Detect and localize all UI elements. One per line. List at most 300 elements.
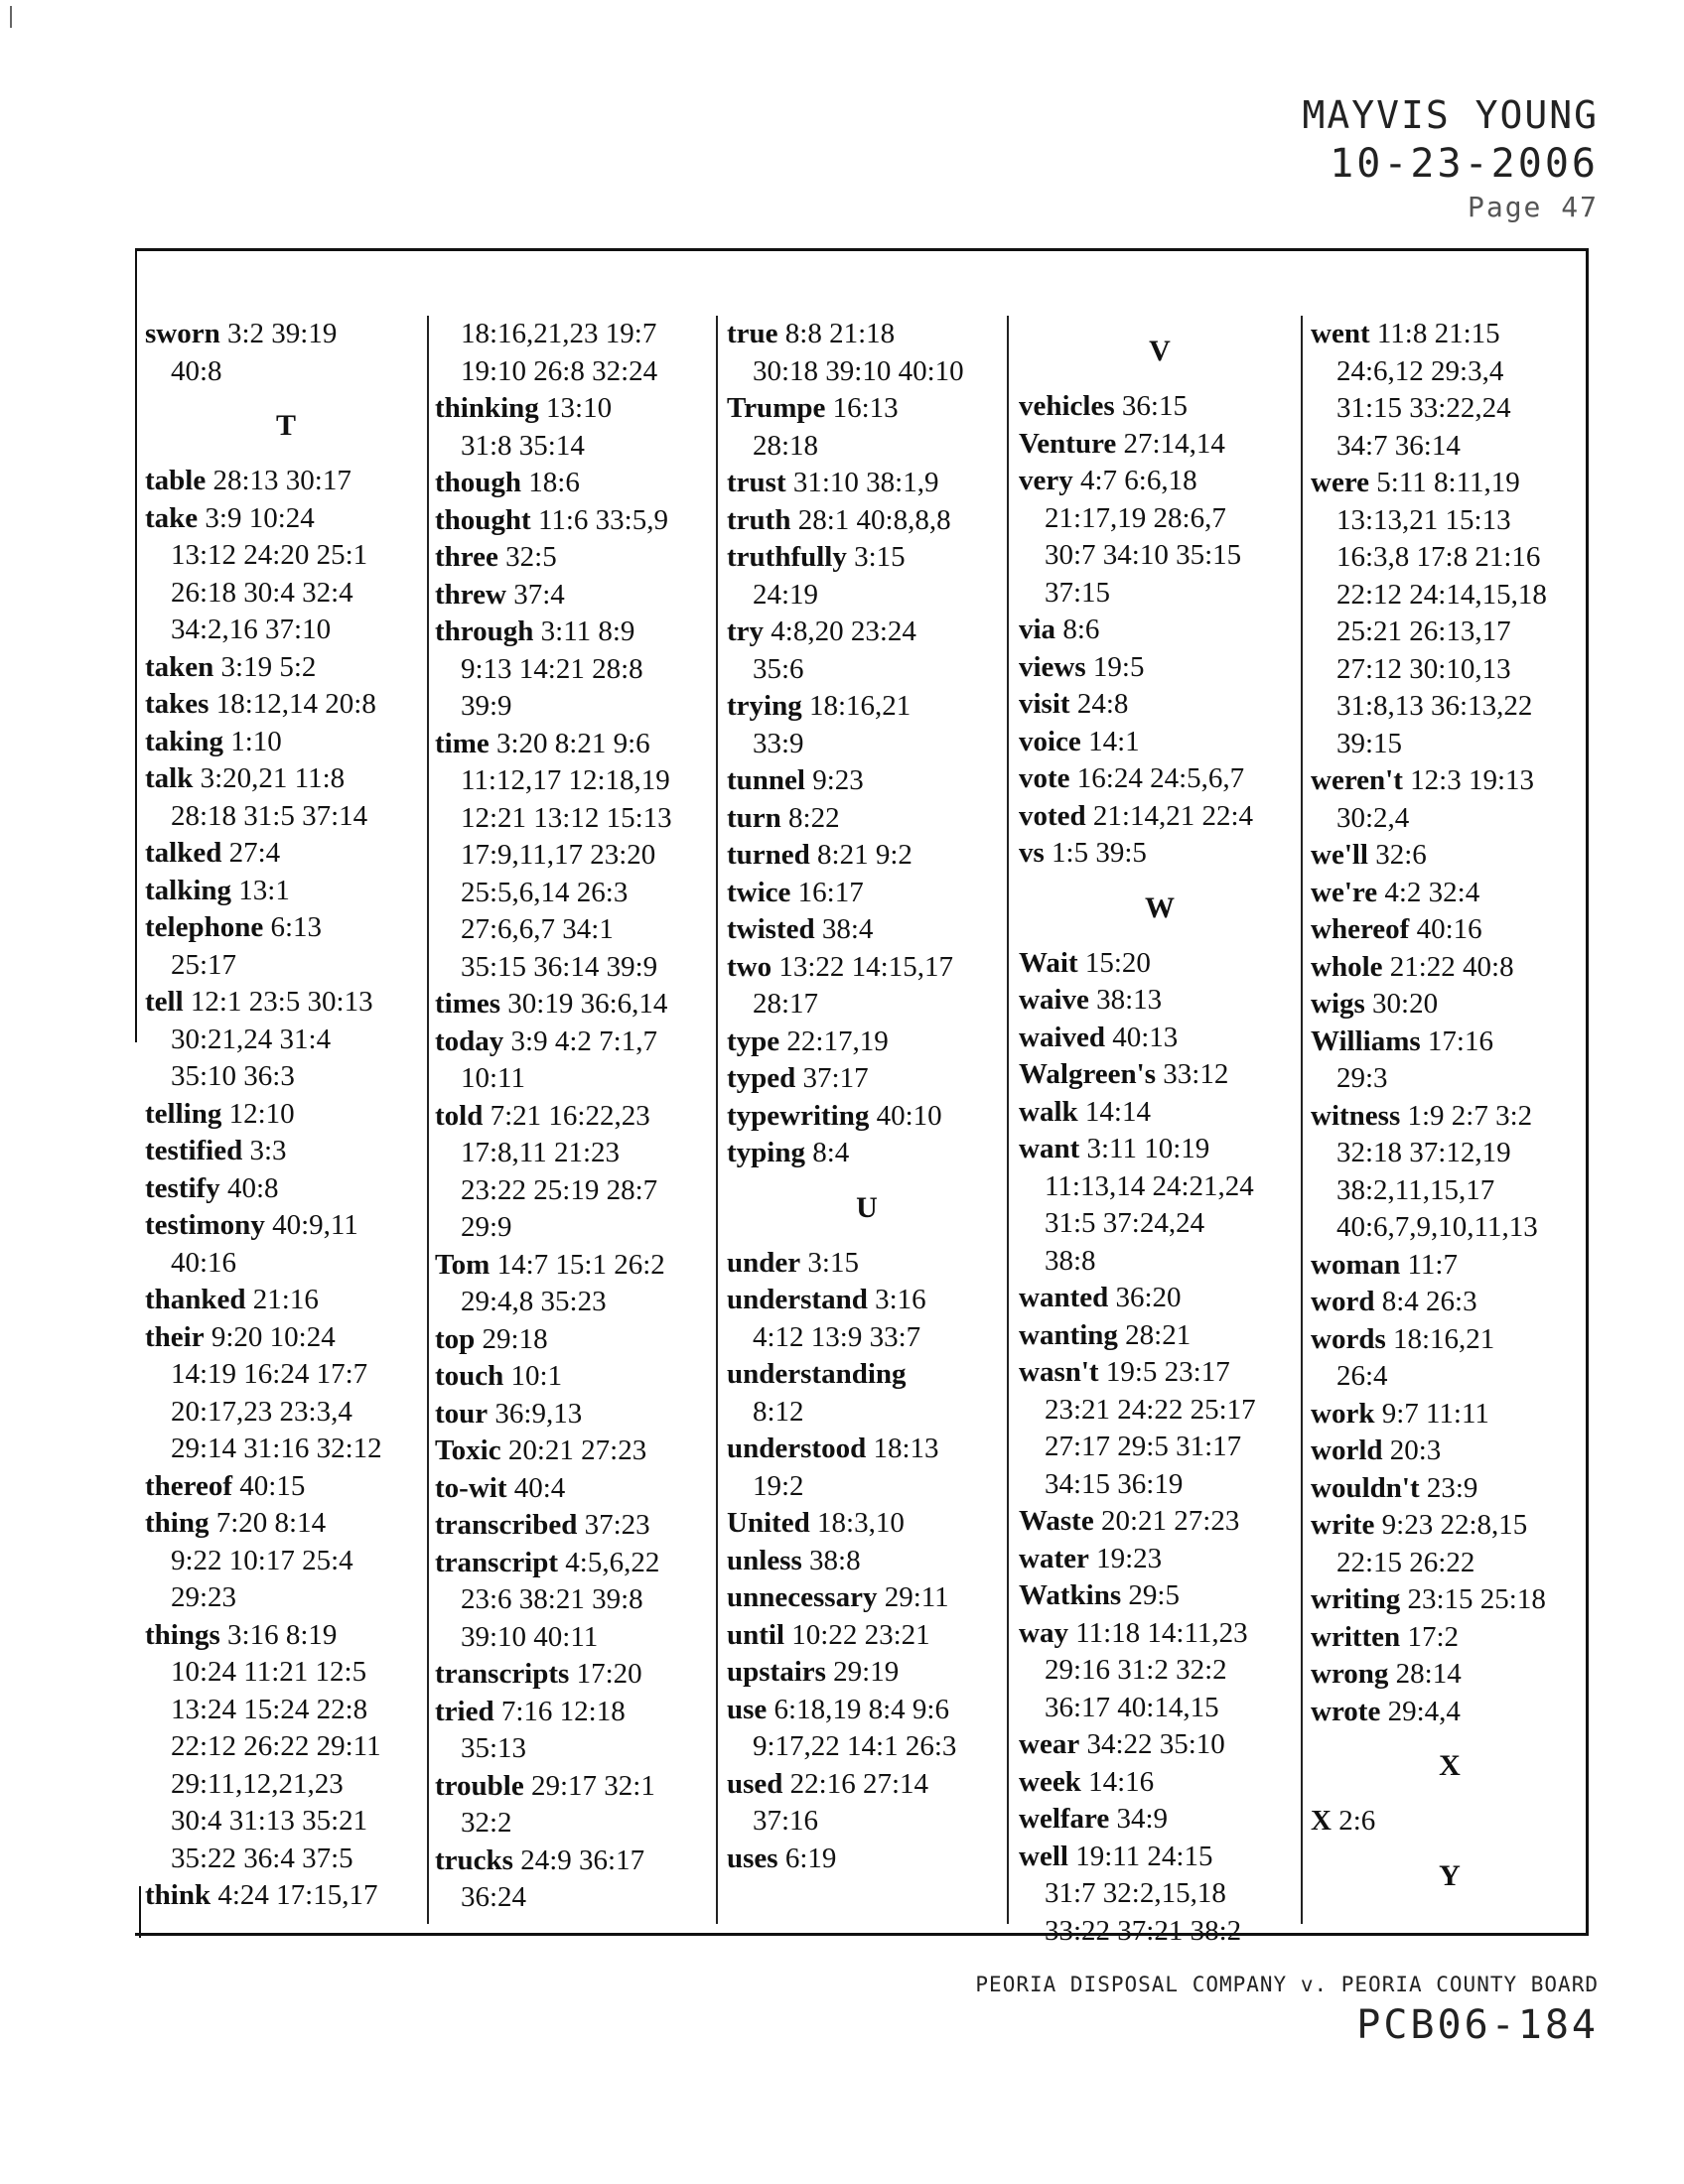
index-term: upstairs (727, 1656, 826, 1688)
index-term: whole (1311, 950, 1383, 983)
index-term: twisted (727, 913, 815, 945)
index-entry (145, 835, 427, 873)
index-term: though (435, 467, 522, 498)
index-line (145, 1803, 427, 1841)
index-entry (727, 1617, 1007, 1655)
index-term: word (1311, 1286, 1375, 1317)
index-entry (145, 760, 427, 835)
index-line (435, 1694, 716, 1731)
page-line-refs: 8:4 26:3 (1381, 1286, 1477, 1317)
index-entry (1311, 911, 1589, 949)
index-line (435, 1768, 716, 1806)
index-entry (145, 1133, 427, 1170)
index-term: telephone (145, 911, 264, 943)
index-term: tell (145, 986, 184, 1018)
index-entry (1019, 1020, 1301, 1057)
index-term: wanting (1019, 1318, 1118, 1351)
index-line (727, 1431, 1007, 1468)
index-entry (1019, 463, 1301, 612)
index-term: thanked (145, 1284, 246, 1315)
index-line (145, 1543, 427, 1580)
index-entry (435, 1507, 716, 1545)
index-entry (727, 1356, 1007, 1431)
index-line (145, 1133, 427, 1170)
index-entry (1311, 1396, 1589, 1433)
index-line (1311, 1396, 1589, 1433)
index-line (1019, 982, 1301, 1020)
page-line-refs: 29:3 (1336, 1062, 1388, 1094)
page-line-refs: 24:8 (1076, 688, 1129, 720)
index-term: thought (435, 503, 531, 536)
index-entry (1019, 1354, 1301, 1503)
page-line-refs: 35:22 36:4 37:5 (171, 1842, 353, 1874)
index-term: X (1311, 1805, 1332, 1837)
page-line-refs: 39:9 (461, 690, 512, 722)
index-line (1311, 1433, 1589, 1470)
page-line-refs: 29:11,12,21,23 (171, 1767, 344, 1800)
page-line-refs: 32:18 37:12,19 (1336, 1137, 1511, 1168)
page-line-refs: 22:15 26:22 (1336, 1546, 1475, 1578)
page-line-refs: 3:3 (249, 1135, 287, 1166)
index-line (727, 1841, 1007, 1878)
page-line-refs: 12:1 23:5 30:13 (190, 986, 373, 1018)
index-term: think (145, 1879, 211, 1911)
index-line (435, 428, 716, 466)
page-line-refs: 29:9 (461, 1211, 512, 1243)
index-line (727, 1024, 1007, 1061)
index-line (145, 1282, 427, 1319)
index-line (1019, 1205, 1301, 1243)
index-term: trucks (435, 1843, 513, 1876)
page-line-refs: 38:8 (809, 1544, 861, 1576)
index-term: world (1311, 1434, 1383, 1466)
index-entry (435, 465, 716, 502)
index-entry (435, 316, 716, 390)
page-line-refs: 12:10 (228, 1097, 295, 1130)
page-line-refs: 3:11 10:19 (1086, 1133, 1210, 1164)
index-line (1311, 614, 1589, 651)
index-line (145, 612, 427, 649)
page-line-refs: 22:12 26:22 29:11 (171, 1730, 381, 1762)
index-line (727, 726, 1007, 763)
page-line-refs: 12:21 13:12 15:13 (461, 801, 672, 834)
page-line-refs: 31:15 33:22,24 (1336, 392, 1511, 424)
page-line-refs: 38:4 (821, 913, 874, 945)
index-column-5 (1305, 316, 1589, 1924)
index-term: wanted (1019, 1282, 1109, 1313)
index-entry (1311, 465, 1589, 762)
index-term: visit (1019, 688, 1070, 720)
section-letter: X (1439, 1749, 1461, 1782)
index-line (145, 873, 427, 910)
index-term: top (435, 1322, 476, 1355)
index-entry (145, 316, 427, 390)
index-entry (727, 837, 1007, 875)
index-entry (1019, 1094, 1301, 1132)
page-line-refs: 25:21 26:13,17 (1336, 615, 1511, 647)
page-line-refs: 40:8 (226, 1171, 279, 1204)
page-line-refs: 14:7 15:1 26:2 (496, 1248, 665, 1281)
index-entry (145, 1319, 427, 1468)
page-line-refs: 31:8 35:14 (461, 429, 585, 462)
index-line (435, 800, 716, 838)
index-term: Venture (1019, 427, 1117, 460)
page-line-refs: 31:8,13 36:13,22 (1336, 690, 1533, 722)
index-line (727, 539, 1007, 577)
index-column-3 (725, 316, 1009, 1924)
index-term: taken (145, 650, 214, 683)
page-footer (975, 1968, 1599, 2049)
page-line-refs: 9:17,22 14:1 26:3 (753, 1730, 957, 1762)
page-line-refs: 11:8 21:15 (1376, 318, 1500, 349)
index-line (1019, 1541, 1301, 1578)
index-term: Trumpe (727, 392, 826, 424)
index-line (435, 1284, 716, 1321)
page-line-refs: 19:23 (1096, 1542, 1163, 1574)
index-term: were (1311, 467, 1370, 498)
index-term: three (435, 541, 498, 573)
index-entry (1019, 1541, 1301, 1578)
page-line-refs: 16:3,8 17:8 21:16 (1336, 541, 1541, 573)
index-entry (1019, 982, 1301, 1020)
index-line (145, 947, 427, 985)
page-line-refs: 36:15 (1121, 390, 1188, 422)
page-line-refs: 40:13 (1112, 1021, 1179, 1053)
page-line-refs: 3:16 (875, 1284, 926, 1315)
index-entry (727, 911, 1007, 949)
index-term: Waste (1019, 1505, 1094, 1537)
page-line-refs: 32:6 (1375, 839, 1427, 871)
section-letter: Y (1439, 1858, 1461, 1892)
index-line (435, 465, 716, 502)
index-term: understand (727, 1284, 868, 1315)
index-entry (727, 1245, 1007, 1283)
page-line-refs: 9:7 11:11 (1381, 1397, 1489, 1430)
page-line-refs: 18:6 (528, 467, 580, 498)
page-line-refs: 37:23 (584, 1509, 650, 1541)
index-term: talk (145, 762, 194, 794)
index-line (145, 1431, 427, 1468)
index-line (145, 1170, 427, 1208)
index-line (1019, 1131, 1301, 1168)
page-line-refs: 40:9,11 (272, 1209, 358, 1241)
index-line (1311, 1209, 1589, 1247)
page-line-refs: 8:8 21:18 (784, 318, 896, 349)
index-line (1311, 837, 1589, 875)
index-line (1019, 798, 1301, 836)
page-line-refs: 19:11 24:15 (1075, 1840, 1213, 1872)
index-line (1019, 1429, 1301, 1466)
page-line-refs: 3:15 (807, 1246, 859, 1279)
page-line-refs: 7:16 12:18 (500, 1695, 626, 1727)
index-line (727, 465, 1007, 502)
index-line (145, 537, 427, 575)
page-line-refs: 3:2 39:19 (226, 318, 338, 349)
index-entry (1311, 1433, 1589, 1470)
page-line-refs: 19:5 (1092, 650, 1145, 683)
index-line (435, 651, 716, 689)
index-entry (1311, 1803, 1589, 1841)
page-line-refs: 13:22 14:15,17 (778, 950, 953, 983)
page-line-refs: 31:7 32:2,15,18 (1045, 1877, 1226, 1909)
index-term: weren't (1311, 764, 1403, 796)
index-line (435, 1209, 716, 1247)
index-line (435, 949, 716, 987)
index-term: trouble (435, 1769, 524, 1802)
index-entry (435, 539, 716, 577)
index-entry (435, 1098, 716, 1247)
index-term: Tom (435, 1248, 491, 1281)
index-term: talking (145, 874, 232, 906)
index-term: truth (727, 503, 791, 536)
index-line (1311, 1247, 1589, 1285)
index-line (145, 1692, 427, 1729)
index-line (1311, 1803, 1589, 1841)
page-line-refs: 19:10 26:8 32:24 (461, 354, 658, 387)
page-line-refs: 28:13 30:17 (212, 465, 351, 496)
page-line-refs: 29:19 (833, 1656, 900, 1688)
index-entry (727, 1579, 1007, 1617)
index-line (1311, 688, 1589, 726)
index-line (1311, 986, 1589, 1024)
index-term: things (145, 1618, 220, 1651)
index-entry (435, 1694, 716, 1768)
index-line (435, 1581, 716, 1619)
index-line (727, 1356, 1007, 1394)
page-line-refs: 28:21 (1125, 1318, 1192, 1351)
page-line-refs: 19:2 (753, 1469, 804, 1502)
index-line (1311, 1024, 1589, 1061)
index-line (145, 1617, 427, 1655)
index-term: went (1311, 318, 1370, 349)
index-term: talked (145, 837, 222, 869)
index-entry (1311, 1581, 1589, 1619)
index-line (727, 1135, 1007, 1172)
frame-left-rule (135, 248, 137, 1042)
index-line (1311, 1358, 1589, 1396)
index-term: today (435, 1024, 504, 1057)
index-line (727, 1579, 1007, 1617)
index-line (1019, 1354, 1301, 1392)
index-entry (727, 614, 1007, 688)
page-line-refs: 38:8 (1045, 1244, 1096, 1277)
index-line (1311, 1060, 1589, 1098)
index-line (1311, 1545, 1589, 1582)
deposition-date: 10-23-2006 (1330, 141, 1599, 187)
page-line-refs: 17:8,11 21:23 (461, 1137, 621, 1168)
index-term: use (727, 1693, 768, 1725)
index-entry (1019, 649, 1301, 687)
page-line-refs: 34:22 35:10 (1086, 1728, 1225, 1760)
page-line-refs: 1:10 (230, 725, 282, 757)
index-entry (1311, 837, 1589, 875)
page-line-refs: 29:23 (171, 1581, 237, 1613)
index-line (145, 353, 427, 391)
index-term: vehicles (1019, 390, 1115, 422)
page-line-refs: 38:13 (1096, 984, 1163, 1016)
index-line (1019, 1243, 1301, 1281)
index-entry (435, 1656, 716, 1694)
index-line (1311, 911, 1589, 949)
index-term: typing (727, 1137, 805, 1168)
index-line (727, 1505, 1007, 1543)
page-line-refs: 9:20 10:24 (210, 1320, 336, 1353)
index-line (145, 1579, 427, 1617)
index-entry (435, 1358, 716, 1396)
index-line (1019, 575, 1301, 613)
index-line (1311, 316, 1589, 353)
page-line-refs: 34:9 (1116, 1803, 1169, 1835)
index-line (145, 463, 427, 500)
page-line-refs: 27:17 29:5 31:17 (1045, 1431, 1242, 1462)
index-entry (1019, 1503, 1301, 1541)
index-line (727, 1803, 1007, 1841)
page-line-refs: 23:21 24:22 25:17 (1045, 1393, 1256, 1426)
page-line-refs: 4:12 13:9 33:7 (753, 1320, 921, 1353)
index-line (435, 1470, 716, 1508)
index-entry (1019, 426, 1301, 464)
index-line (435, 1730, 716, 1768)
index-line (435, 353, 716, 391)
index-column-1 (145, 316, 429, 1924)
index-term: witness (1311, 1099, 1401, 1132)
index-entry (1019, 1801, 1301, 1839)
page-line-refs: 37:16 (753, 1805, 819, 1837)
index-line (727, 837, 1007, 875)
page-line-refs: 25:5,6,14 26:3 (461, 876, 629, 908)
index-term: typewriting (727, 1099, 870, 1132)
index-line (1019, 760, 1301, 798)
index-entry (145, 1617, 427, 1878)
page-line-refs: 17:20 (576, 1658, 642, 1690)
page-line-refs: 10:22 23:21 (791, 1618, 930, 1651)
page-line-refs: 29:4,8 35:23 (461, 1286, 607, 1317)
index-term: write (1311, 1509, 1375, 1541)
index-term: waive (1019, 984, 1089, 1016)
index-entry (1019, 1839, 1301, 1951)
page-line-refs: 30:4 31:13 35:21 (171, 1805, 368, 1837)
index-line (1311, 1694, 1589, 1731)
index-term: Walgreen's (1019, 1058, 1157, 1090)
page-header (1302, 91, 1599, 226)
index-line (145, 1245, 427, 1283)
page-line-refs: 17:9,11,17 23:20 (461, 839, 656, 871)
page-line-refs: 35:15 36:14 39:9 (461, 950, 658, 983)
index-entry (727, 539, 1007, 614)
index-entry (727, 390, 1007, 465)
page-line-refs: 30:19 36:6,14 (507, 988, 668, 1020)
index-entry (1019, 724, 1301, 761)
index-term: transcripts (435, 1658, 570, 1690)
page-line-refs: 27:4 (228, 837, 281, 869)
index-line (435, 837, 716, 875)
index-line (1019, 1020, 1301, 1057)
page-line-refs: 22:17,19 (786, 1024, 889, 1057)
index-term: vote (1019, 762, 1070, 794)
index-term: twice (727, 876, 791, 908)
index-line (1311, 800, 1589, 838)
index-term: very (1019, 465, 1073, 496)
index-line (1019, 1875, 1301, 1913)
index-entry (727, 875, 1007, 912)
index-entry (727, 316, 1007, 390)
page-line-refs: 28:14 (1395, 1658, 1462, 1690)
index-line (1019, 686, 1301, 724)
index-line (1019, 1317, 1301, 1355)
index-entry (727, 1654, 1007, 1692)
page-line-refs: 6:19 (784, 1842, 837, 1874)
page-line-refs: 31:10 38:1,9 (792, 467, 939, 498)
index-line (435, 1135, 716, 1172)
page-line-refs: 36:20 (1115, 1282, 1182, 1313)
index-line (1311, 651, 1589, 689)
index-entry (435, 1470, 716, 1508)
index-entry (727, 502, 1007, 540)
page-line-refs: 21:17,19 28:6,7 (1045, 501, 1226, 534)
index-term: Toxic (435, 1434, 501, 1466)
index-line (435, 539, 716, 577)
page-line-refs: 30:18 39:10 40:10 (753, 354, 964, 387)
index-term: uses (727, 1842, 778, 1874)
page-line-refs: 5:11 8:11,19 (1376, 467, 1520, 498)
index-line (727, 614, 1007, 651)
page-line-refs: 39:15 (1336, 727, 1403, 759)
index-line (1311, 577, 1589, 614)
page-line-refs: 10:11 (461, 1062, 525, 1094)
index-entry (1019, 1056, 1301, 1094)
index-entry (435, 614, 716, 726)
page-line-refs: 36:24 (461, 1881, 527, 1913)
page-line-refs: 2:6 (1338, 1805, 1376, 1837)
page-line-refs: 40:4 (513, 1471, 566, 1504)
page-line-refs: 19:5 23:17 (1105, 1356, 1230, 1388)
index-line (145, 835, 427, 873)
page-line-refs: 33:12 (1163, 1058, 1229, 1090)
page-line-refs: 3:9 4:2 7:1,7 (510, 1024, 657, 1057)
index-entry (145, 984, 427, 1096)
page-line-refs: 9:23 22:8,15 (1381, 1509, 1528, 1541)
index-line (145, 1319, 427, 1357)
index-line (1311, 726, 1589, 763)
page-line-refs: 23:6 38:21 39:8 (461, 1583, 643, 1615)
index-term: want (1019, 1133, 1080, 1164)
index-line (435, 614, 716, 651)
index-term: via (1019, 614, 1056, 645)
page-line-refs: 23:9 (1426, 1471, 1478, 1504)
index-line (145, 984, 427, 1022)
page-line-refs: 29:4,4 (1387, 1695, 1461, 1727)
index-term: water (1019, 1542, 1089, 1574)
index-line (1311, 1284, 1589, 1321)
index-line (435, 502, 716, 540)
index-line (1019, 1056, 1301, 1094)
index-entry (1019, 835, 1301, 873)
page-line-refs: 20:17,23 23:3,4 (171, 1395, 352, 1428)
index-entry (1311, 1507, 1589, 1581)
page-line-refs: 17:2 (1407, 1620, 1459, 1653)
page-line-refs: 37:15 (1045, 576, 1111, 609)
page-line-refs: 24:9 36:17 (520, 1843, 645, 1876)
page-line-refs: 20:21 27:23 (507, 1434, 647, 1466)
page-line-refs: 18:16,21 (808, 690, 912, 722)
page-line-refs: 32:2 (461, 1807, 512, 1839)
section-letter: V (1149, 335, 1171, 367)
page-line-refs: 29:18 (482, 1322, 548, 1355)
scan-mark (10, 6, 12, 28)
index-term: takes (145, 688, 210, 720)
page-line-refs: 28:1 40:8,8,8 (797, 503, 951, 536)
index-line (1019, 724, 1301, 761)
